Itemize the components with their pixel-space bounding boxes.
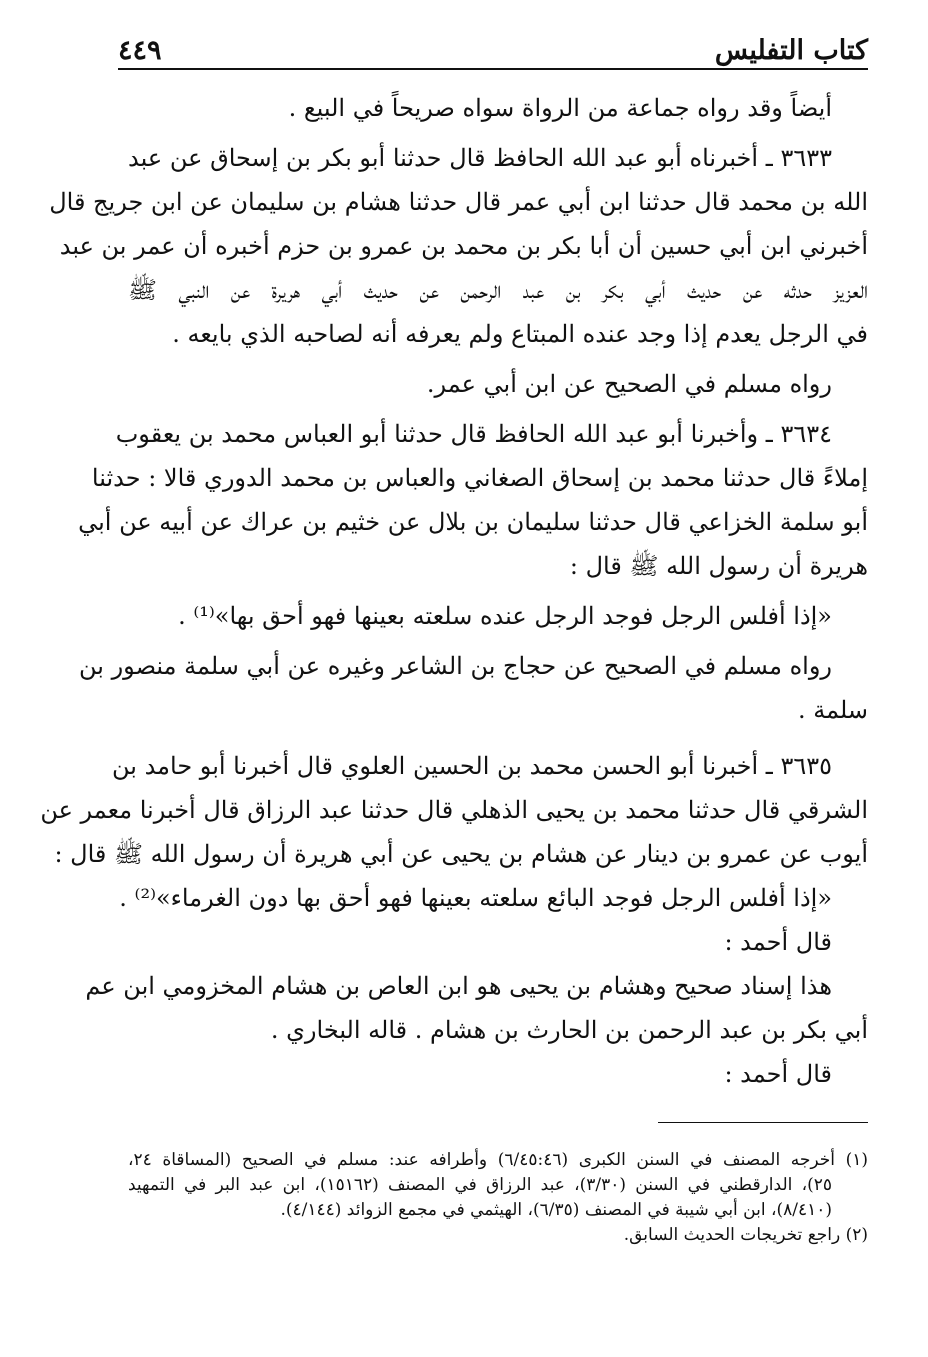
paragraph — [128, 86, 868, 130]
text-line: في الرجل يعدم إذا وجد عنده المبتاع ولم يعرفه أنه لصاحبه الذي بايعه . — [172, 320, 868, 348]
text-line: أيوب عن عمرو بن دينار عن هشام بن يحيى عن أبي هريرة أن رسول الله ﷺ قال : — [54, 840, 868, 868]
text-line: سلمة . — [797, 696, 868, 724]
hadith-3635 — [40, 744, 868, 876]
main-text — [40, 86, 868, 1096]
paragraph — [85, 964, 868, 1052]
text-line: أبو سلمة الخزاعي قال حدثنا سليمان بن بلال عن خثيم بن عراك عن أبيه عن أبي — [78, 508, 868, 536]
paragraph — [128, 362, 868, 406]
text-line: «إذا أفلس الرجل فوجد البائع سلعته بعينها فهو أحق بها دون الغرماء»⁽²⁾ . — [119, 884, 832, 912]
hadith-3633 — [49, 136, 868, 356]
footnote-separator — [658, 1122, 868, 1123]
hadith-quote — [119, 876, 868, 920]
paragraph — [128, 920, 868, 964]
footnote-line: (٢) راجع تخريجات الحديث السابق. — [623, 1225, 868, 1245]
text-line: أبي بكر بن عبد الرحمن بن الحارث بن هشام . قاله البخاري . — [270, 1016, 868, 1044]
text-line: أخبرني ابن أبي حسين أن أبا بكر بن محمد بن عمرو بن حزم أخبره أن عمر بن عبد — [59, 232, 868, 260]
footnote-2 — [128, 1223, 868, 1248]
page-header — [118, 20, 868, 70]
text-line: الشرقي قال حدثنا محمد بن يحيى الذهلي قال حدثنا عبد الرزاق قال أخبرنا معمر عن — [40, 796, 868, 824]
text-line: «إذا أفلس الرجل فوجد الرجل عنده سلعته بعينها فهو أحق بها»⁽¹⁾ . — [178, 602, 832, 630]
text-line: هذا إسناد صحيح وهشام بن يحيى هو ابن العاص بن هشام المخزومي ابن عم — [85, 972, 832, 1000]
text-line: قال أحمد : — [724, 928, 832, 956]
text-line: أيضاً وقد رواه جماعة من الرواة سواه صريحاً في البيع . — [288, 94, 832, 122]
text-line: ٣٦٣٥ ـ أخبرنا أبو الحسن محمد بن الحسين العلوي قال أخبرنا أبو حامد بن — [112, 752, 832, 780]
footnote-line: (٨/٤١٠)، ابن أبي شيبة في المصنف (٦/٣٥)، الهيثمي في مجمع الزوائد (٤/١٤٤). — [280, 1200, 832, 1220]
footnotes — [128, 1148, 868, 1248]
text-line: هريرة أن رسول الله ﷺ قال : — [569, 552, 868, 580]
footnote-line: (١) أخرجه المصنف في السنن الكبرى (٦/٤٥:٤٦) وأطرافه عند: مسلم في الصحيح (المساقاة ٢٤، — [128, 1150, 869, 1170]
hadith-3634 — [78, 412, 868, 588]
text-line: رواه مسلم في الصحيح عن ابن أبي عمر. — [426, 370, 832, 398]
paragraph — [128, 1052, 868, 1096]
text-line: الله بن محمد قال حدثنا ابن أبي عمر قال حدثنا هشام بن سليمان عن ابن جريج قال — [49, 188, 868, 216]
paragraph — [79, 644, 868, 732]
hadith-quote — [128, 594, 868, 638]
page-number: ٤٤٩ — [118, 35, 162, 66]
text-line: إملاءً قال حدثنا محمد بن إسحاق الصغاني والعباس بن محمد الدوري قالا : حدثنا — [91, 464, 868, 492]
footnote-1 — [128, 1148, 868, 1223]
text-line: ٣٦٣٣ ـ أخبرناه أبو عبد الله الحافظ قال حدثنا أبو بكر بن إسحاق عن عبد — [128, 144, 833, 172]
text-line: العزيز حدثه عن حديث أبي بكر بن عبد الرحمن عن حديث أبي هريرة عن النبي ﷺ — [128, 276, 868, 304]
text-line: ٣٦٣٤ ـ وأخبرنا أبو عبد الله الحافظ قال حدثنا أبو العباس محمد بن يعقوب — [115, 420, 832, 448]
text-line: قال أحمد : — [724, 1060, 832, 1088]
running-title: كتاب التفليس — [714, 35, 868, 66]
text-line: رواه مسلم في الصحيح عن حجاج بن الشاعر وغيره عن أبي سلمة منصور بن — [79, 652, 832, 680]
footnote-line: ٢٥)، الدارقطني في السنن (٣/٣٠)، عبد الرزاق في المصنف (١٥١٦٢)، ابن عبد البر في التمهيد — [128, 1175, 832, 1195]
